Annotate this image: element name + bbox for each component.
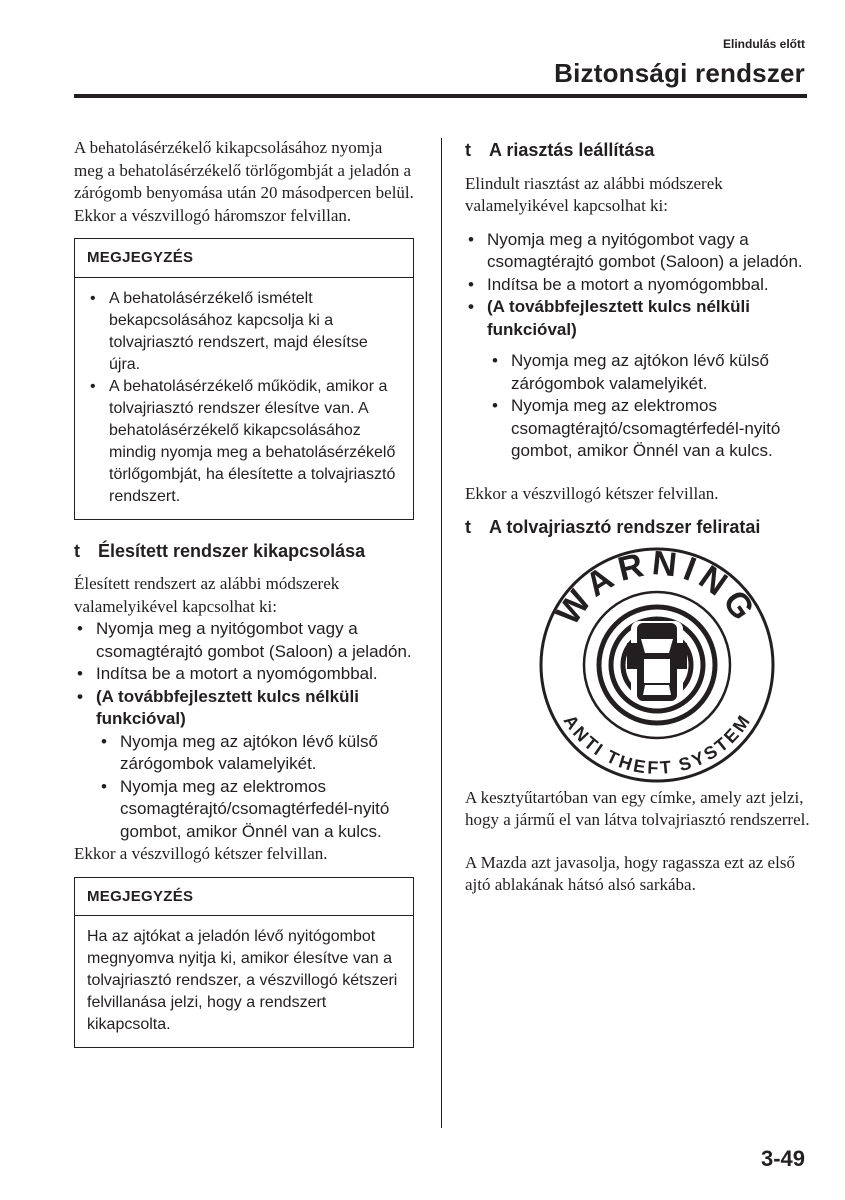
- section-heading: [465, 516, 815, 539]
- intro-paragraph: A behatolásérzékelő kikapcsolásához nyomja meg a behatolásérzékelő törlőgombját a jeladón a zárógomb benyomása után 20 másodpercen belül. Ekkor a vészvillogó háromszor felvillan.: [74, 138, 414, 225]
- note-label: MEGJEGYZÉS: [75, 239, 413, 278]
- note-box: [74, 877, 414, 1049]
- section-marker: t: [465, 517, 471, 537]
- list-item: • Nyomja meg a nyitógombot vagy a csomagtérajtó gombot (Saloon) a jeladón.: [465, 229, 815, 274]
- list-item: • (A továbbfejlesztett kulcs nélküli funkcióval): [74, 686, 414, 731]
- left-column: [74, 137, 414, 1048]
- list-item: • (A továbbfejlesztett kulcs nélküli funkcióval): [465, 296, 815, 341]
- recommendation-paragraph: A Mazda azt javasolja, hogy ragassza ezt az első ajtó ablakának hátsó alsó sarkába.: [465, 852, 795, 894]
- list-item: • Indítsa be a motort a nyomógombbal.: [465, 274, 815, 297]
- section-intro: Élesített rendszert az alábbi módszerek valamelyikével kapcsolhat ki:: [74, 574, 340, 616]
- note-label: MEGJEGYZÉS: [75, 878, 413, 917]
- section-label: Elindulás előtt: [722, 37, 805, 51]
- section-marker: t: [74, 540, 80, 561]
- section-title: A riasztás leállítása: [489, 140, 655, 160]
- badge-top-text: WARNING: [549, 544, 766, 632]
- note-body: [75, 278, 413, 519]
- page-title: Biztonsági rendszer: [554, 58, 805, 88]
- right-column: [465, 139, 815, 897]
- section-title: Élesített rendszer kikapcsolása: [98, 540, 366, 561]
- section-heading: [465, 139, 815, 162]
- sub-list-item: • Nyomja meg az ajtókon lévő külső zárógombok valamelyikét.: [465, 350, 815, 395]
- label-paragraph: A kesztyűtartóban van egy címke, amely azt jelzi, hogy a jármű el van látva tolvajriasztó rendszerrel.: [465, 787, 810, 829]
- section-marker: t: [465, 140, 471, 160]
- sub-list-item: • Nyomja meg az elektromos csomagtérajtó/csomagtérfedél-nyitó gombot, amikor Önnél van a kulcs.: [465, 395, 815, 463]
- column-divider: [441, 138, 442, 1128]
- anti-theft-badge-graphic: [537, 545, 777, 785]
- section-intro: Elindult riasztást az alábbi módszerek valamelyikével kapcsolhat ki:: [465, 173, 723, 215]
- note-box: [74, 238, 414, 520]
- sub-list-item: • Nyomja meg az elektromos csomagtérajtó/csomagtérfedél-nyitó gombot, amikor Önnél van a kulcs.: [74, 776, 414, 844]
- section-heading: [74, 540, 414, 563]
- header-rule: [74, 94, 807, 98]
- list-item: • Nyomja meg a nyitógombot vagy a csomagtérajtó gombot (Saloon) a jeladón.: [74, 618, 414, 663]
- note-item: • A behatolásérzékelő ismételt bekapcsolásához kapcsolja ki a tolvajriasztó rendszert, majd élesítse újra.: [87, 288, 401, 376]
- note-item: • A behatolásérzékelő működik, amikor a tolvajriasztó rendszer élesítve van. A behatolásérzékelő kikapcsolásához mindig nyomja meg a behatolásérzékelő törlőgombját, ha élesítette a tolvajriasztó rendszert.: [87, 376, 401, 508]
- badge-bottom-text: ANTI THEFT SYSTEM: [559, 710, 755, 778]
- section-outro: Ekkor a vészvillogó kétszer felvillan.: [465, 483, 719, 503]
- anti-theft-badge: [537, 545, 777, 785]
- section-outro: Ekkor a vészvillogó kétszer felvillan.: [74, 844, 328, 863]
- list-item: • Indítsa be a motort a nyomógombbal.: [74, 663, 414, 686]
- page-number: 3-49: [760, 1146, 805, 1171]
- section-title: A tolvajriasztó rendszer feliratai: [489, 517, 761, 537]
- note-body: Ha az ajtókat a jeladón lévő nyitógombot megnyomva nyitja ki, amikor élesítve van a tolvajriasztó rendszer, a vészvillogó kétszeri felvillanása jelzi, hogy a rendszert kikapcsolta.: [87, 928, 398, 1033]
- sub-list-item: • Nyomja meg az ajtókon lévő külső zárógombok valamelyikét.: [74, 731, 414, 776]
